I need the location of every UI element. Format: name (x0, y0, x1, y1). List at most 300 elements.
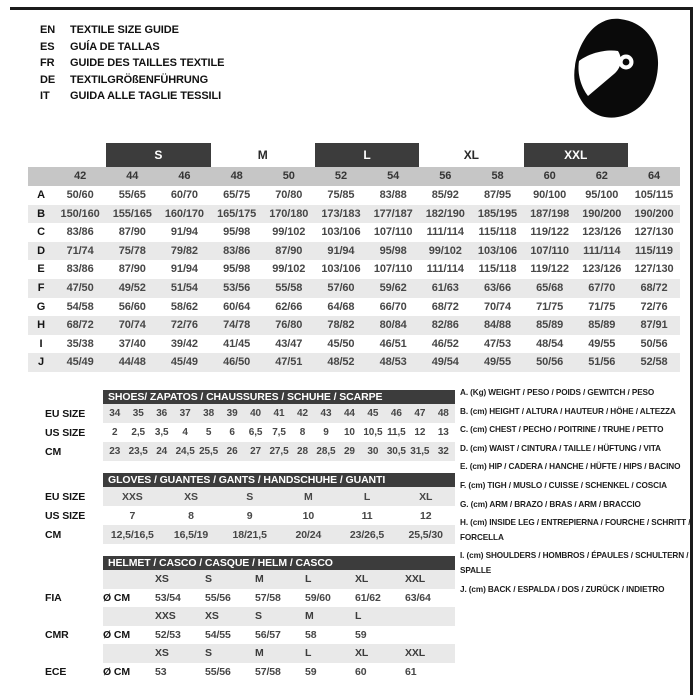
language-code: IT (40, 90, 50, 103)
measurement-row-letter: H (37, 319, 45, 332)
helmet-sizes-row (45, 607, 455, 626)
shoes-size-value: 38 (203, 408, 215, 419)
measurement-value: 83/88 (379, 189, 407, 201)
shoes-size-value: 28 (297, 446, 308, 457)
measurement-value: 107/110 (373, 226, 413, 239)
shoes-row-label: EU SIZE (45, 407, 86, 420)
shoes-size-table (45, 390, 455, 461)
measurement-value: 54/58 (66, 300, 94, 313)
legend-item: D. (cm) WAIST / CINTURA / TAILLE / HÜFTUNG / VITA (460, 443, 661, 453)
measurement-value: 107/110 (530, 244, 569, 257)
measurement-value: 47/51 (275, 356, 303, 369)
measurement-value: 105/115 (634, 189, 674, 201)
measurement-value: 71/74 (66, 244, 94, 257)
measurement-rows (28, 186, 680, 372)
measurement-value: 62/66 (275, 300, 303, 313)
legend-item: B. (cm) HEIGHT / ALTURA / HAUTEUR / HÖHE / ALTEZZA (460, 406, 676, 416)
helmet-size-label: M (255, 573, 264, 586)
measurement-value: 70/74 (118, 319, 146, 332)
measurement-value: 83/86 (223, 244, 251, 257)
measurement-row-letter: D (37, 244, 45, 257)
helmet-sizes-band (103, 570, 455, 589)
measurement-row-letter: I (39, 337, 43, 350)
measurement-value: 115/119 (635, 244, 673, 257)
measurement-value: 47/53 (483, 337, 511, 350)
measurement-value: 44/48 (118, 356, 146, 369)
measurement-value: 46/50 (223, 356, 251, 369)
measurement-value: 155/165 (112, 207, 152, 220)
helmet-size-label: XS (155, 647, 169, 660)
helmet-size-label: L (305, 573, 312, 586)
helmet-size-label: XL (355, 647, 369, 660)
language-label: GUÍA DE TALLAS (70, 40, 160, 53)
measurement-value: 37/40 (118, 337, 146, 350)
measurement-row (28, 242, 680, 261)
measurement-value: 65/68 (536, 281, 564, 294)
helmet-size-value: 58 (305, 628, 317, 641)
measurement-value: 103/106 (477, 244, 517, 257)
shoes-size-value: 8 (299, 427, 306, 438)
shoes-size-value: 9 (323, 427, 329, 438)
shoes-size-value: 24,5 (175, 446, 195, 457)
shoes-size-value: 10,5 (363, 427, 383, 438)
measurement-value: 61/63 (431, 281, 459, 294)
legend-item: F. (cm) TIGH / MUSLO / CUISSE / SCHENKEL / COSCIA (460, 480, 667, 490)
size-group-s: S (106, 143, 210, 167)
measurement-value: 58/62 (170, 300, 198, 313)
gloves-size-value: XL (419, 490, 433, 503)
measurement-row (28, 335, 680, 354)
language-code: ES (40, 40, 55, 53)
language-label: TEXTILE SIZE GUIDE (70, 24, 179, 37)
shoes-size-value: 36 (156, 408, 168, 419)
shoes-row (45, 423, 455, 442)
shoes-size-value: 24 (156, 446, 168, 457)
legend-item: C. (cm) CHEST / PECHO / POITRINE / TRUHE / PETTO (460, 425, 664, 435)
gloves-size-value: 9 (246, 509, 253, 522)
measurement-value: 39/42 (170, 337, 198, 350)
textile-size-table (28, 143, 680, 372)
helmet-size-label: XL (355, 573, 369, 586)
measurement-value: 72/76 (640, 300, 668, 313)
gloves-size-value: 20/24 (295, 528, 322, 541)
language-label: TEXTILGRÖßENFÜHRUNG (70, 73, 209, 86)
shoes-size-value: 45 (367, 408, 379, 419)
measurement-value: 87/90 (275, 244, 303, 257)
measurement-value: 59/62 (379, 281, 407, 294)
size-group-xl: XL (463, 148, 479, 162)
measurement-value: 49/55 (588, 337, 616, 350)
shoes-size-value: 29 (343, 446, 355, 457)
measurement-value: 45/49 (66, 356, 94, 369)
measurement-value: 87/95 (483, 189, 511, 201)
legend-item: G. (cm) ARM / BRAZO / BRAS / ARM / BRACCIO (460, 499, 641, 509)
measurement-value: 50/56 (536, 356, 564, 369)
measurement-row-letter: G (36, 300, 46, 313)
label-column-spacer (28, 167, 54, 186)
measurement-value: 72/76 (170, 319, 198, 332)
numeric-size: 56 (439, 170, 452, 182)
numeric-size: 60 (543, 170, 556, 182)
gloves-size-value: 10 (302, 509, 315, 522)
shoes-size-value: 3,5 (154, 427, 169, 438)
measurement-value: 103/106 (321, 263, 361, 276)
measurement-value: 55/58 (275, 281, 303, 294)
measurement-value: 99/102 (272, 226, 306, 239)
shoes-size-value: 35 (132, 408, 144, 419)
measurement-value: 51/56 (588, 356, 616, 369)
shoes-size-value: 27 (250, 446, 262, 457)
measurement-value: 79/82 (170, 244, 198, 257)
measurement-row-letter: F (37, 281, 45, 294)
gloves-row (45, 506, 455, 525)
language-title-row (40, 55, 224, 72)
helmet-sizes-row (45, 570, 455, 589)
measurement-value: 48/54 (536, 337, 564, 350)
measurement-value: 75/78 (118, 244, 146, 257)
measurement-value: 64/68 (327, 300, 355, 313)
legend-item: E. (cm) HIP / CADERA / HANCHE / HÜFTE / HIPS / BACINO (460, 462, 681, 472)
gloves-title-row (45, 473, 455, 487)
measurement-value: 84/88 (483, 319, 511, 332)
title-spacer (45, 556, 103, 570)
measurement-value: 67/70 (588, 281, 616, 294)
helmet-sizes-row (45, 644, 455, 663)
numeric-size-band (28, 167, 680, 186)
measurement-value: 51/54 (170, 281, 198, 294)
shoes-size-value: 26 (226, 446, 238, 457)
helmet-size-label: XXL (405, 573, 426, 586)
numeric-size: 48 (230, 170, 243, 182)
numeric-size: 44 (126, 170, 139, 182)
legend-item: A. (Kg) WEIGHT / PESO / POIDS / GEWITCH / PESO (460, 388, 655, 397)
shoes-size-value: 6 (229, 427, 235, 438)
measurement-value: 53/56 (223, 281, 251, 294)
measurement-value: 75/85 (327, 189, 355, 201)
measurement-value: 115/118 (478, 226, 517, 239)
helmet-size-value: 61/62 (355, 591, 381, 604)
helmet-size-label: S (205, 647, 212, 660)
measurement-value: 57/60 (327, 281, 355, 294)
measurement-value: 91/94 (327, 244, 355, 257)
measurement-value: 185/195 (477, 207, 517, 220)
measurement-value: 173/183 (321, 207, 361, 220)
measurement-value: 187/198 (530, 207, 570, 220)
measurement-value: 41/45 (223, 337, 251, 350)
numeric-size: 50 (282, 170, 295, 182)
helmet-title: HELMET / CASCO / CASQUE / HELM / CASCO (103, 556, 455, 570)
measurement-value: 45/49 (170, 356, 198, 369)
helmet-size-label: L (355, 610, 362, 623)
helmet-size-value: 59 (355, 628, 367, 641)
shoes-size-value: 2,5 (131, 427, 145, 438)
measurement-row (28, 260, 680, 279)
measurement-value: 35/38 (66, 337, 94, 350)
helmet-size-label: XXL (405, 647, 426, 660)
measurement-value: 90/100 (533, 189, 567, 201)
gloves-size-value: 12 (419, 509, 432, 522)
shoes-size-value: 28,5 (316, 446, 336, 457)
measurement-value: 119/122 (530, 263, 569, 276)
language-code: EN (40, 24, 56, 37)
shoes-size-value: 42 (297, 408, 308, 419)
helmet-size-value: 53/54 (155, 591, 181, 604)
measurement-value: 56/60 (118, 300, 146, 313)
helmet-size-value: 55/56 (205, 665, 231, 678)
measurement-value: 83/86 (66, 226, 94, 239)
measurement-value: 119/122 (530, 226, 569, 239)
measurement-value: 87/90 (118, 263, 146, 276)
measurement-value: 111/114 (426, 263, 464, 276)
measurement-value: 65/75 (223, 189, 251, 201)
shoes-title: SHOES/ ZAPATOS / CHAUSSURES / SCHUHE / SCARPE (103, 390, 455, 404)
helmet-size-label: L (305, 647, 312, 660)
numeric-size: 64 (647, 170, 660, 182)
helmet-size-value: 52/53 (155, 628, 181, 641)
measurement-value: 115/118 (478, 263, 517, 276)
gloves-size-value: XS (184, 490, 198, 503)
shoes-size-value: 43 (320, 408, 332, 419)
helmet-size-label: M (305, 610, 314, 623)
measurement-value: 45/50 (327, 337, 355, 350)
gloves-size-value: L (363, 490, 371, 503)
measurement-value: 71/75 (536, 300, 564, 313)
helmet-standard-group (45, 570, 455, 607)
gloves-size-value: 25,5/30 (408, 528, 443, 541)
measurement-value: 127/130 (634, 226, 674, 239)
helmet-size-value: 57/58 (255, 591, 281, 604)
measurement-value: 50/56 (640, 337, 668, 350)
measurement-value: 70/74 (483, 300, 511, 313)
gloves-row-label: EU SIZE (45, 490, 86, 503)
language-code: FR (40, 57, 55, 70)
language-label: GUIDA ALLE TAGLIE TESSILI (70, 90, 222, 103)
gloves-size-value: S (246, 490, 254, 503)
helmet-size-value: 57/58 (255, 665, 281, 678)
gloves-size-table (45, 473, 455, 544)
language-title-row (40, 39, 224, 56)
shoes-size-value: 44 (343, 408, 355, 419)
racing-helmet-icon (566, 16, 662, 128)
size-group-xxl: XXL (524, 143, 628, 167)
measurement-value: 87/91 (640, 319, 668, 332)
helmet-title-row (45, 556, 455, 570)
diameter-cm-label: Ø CM (103, 628, 131, 641)
measurement-value: 95/98 (379, 244, 407, 257)
shoes-size-value: 48 (437, 408, 449, 419)
helmet-values-row (45, 663, 455, 682)
measurement-value: 182/190 (425, 207, 465, 220)
shoes-size-value: 10 (343, 427, 355, 438)
shoes-size-value: 30,5 (386, 446, 406, 457)
gloves-size-value: 12,5/16,5 (110, 528, 154, 541)
diameter-cm-label: Ø CM (103, 665, 131, 678)
helmet-values-row (45, 626, 455, 645)
measurement-value: 111/114 (583, 244, 621, 257)
shoes-row-label: CM (45, 445, 62, 458)
measurement-row-letter: A (37, 189, 45, 201)
measurement-value: 190/200 (634, 207, 674, 220)
shoes-size-value: 7,5 (272, 427, 286, 438)
shoes-title-row (45, 390, 455, 404)
gloves-size-value: 7 (129, 509, 136, 522)
helmet-size-table (45, 556, 455, 681)
helmet-standard-label: FIA (45, 591, 62, 604)
shoes-size-value: 40 (250, 408, 262, 419)
measurement-value: 82/86 (431, 319, 459, 332)
measurement-row-letter: C (37, 226, 45, 239)
legend-item: J. (cm) BACK / ESPALDA / DOS / ZURÜCK / INDIETRO (460, 584, 665, 594)
gloves-row-label: CM (45, 528, 62, 541)
measurement-value: 95/100 (585, 189, 619, 201)
gloves-size-value: 8 (188, 509, 194, 522)
measurement-row (28, 205, 680, 224)
language-label: GUIDE DES TAILLES TEXTILE (70, 57, 225, 70)
language-title-list (40, 22, 224, 105)
measurement-value: 49/52 (118, 281, 146, 294)
measurement-value: 87/90 (118, 226, 146, 239)
numeric-size: 52 (334, 170, 347, 182)
numeric-size: 62 (595, 170, 608, 182)
measurement-value: 76/80 (275, 319, 303, 332)
shoes-size-value: 47 (414, 408, 426, 419)
measurement-value: 165/175 (217, 207, 257, 220)
helmet-size-value: 59 (305, 665, 317, 678)
measurement-row (28, 298, 680, 317)
helmet-size-label: XXS (155, 610, 176, 623)
helmet-size-value: 59/60 (305, 591, 331, 604)
measurement-value: 85/89 (536, 319, 564, 332)
letter-size-group-row (28, 143, 680, 167)
measurement-value: 107/110 (373, 263, 413, 276)
measurement-value: 91/94 (170, 226, 198, 239)
measurement-row (28, 353, 680, 372)
language-code: DE (40, 73, 56, 86)
measurement-value: 95/98 (223, 226, 251, 239)
shoes-size-value: 23 (109, 446, 121, 457)
measurement-value: 60/70 (170, 189, 198, 201)
measurement-value: 50/60 (66, 189, 94, 201)
measurement-value: 177/187 (373, 207, 413, 220)
measurement-value: 85/89 (588, 319, 616, 332)
helmet-standard-label: CMR (45, 628, 69, 641)
helmet-size-label: S (205, 573, 212, 586)
shoes-size-value: 32 (437, 446, 449, 457)
measurement-value: 60/64 (223, 300, 251, 313)
gloves-row (45, 525, 455, 544)
measurement-value: 78/82 (327, 319, 355, 332)
shoes-size-value: 25,5 (199, 446, 219, 457)
legend-item: I. (cm) SHOULDERS / HOMBROS / ÉPAULES / SCHULTERN / SPALLE (460, 551, 689, 575)
measurement-value: 66/70 (379, 300, 407, 313)
measurement-value: 123/126 (582, 263, 622, 276)
measurement-value: 46/52 (431, 337, 459, 350)
helmet-size-value: 61 (405, 665, 417, 678)
helmet-standard-label: ECE (45, 665, 67, 678)
language-title-row (40, 22, 224, 39)
title-spacer (45, 390, 103, 404)
measurement-value: 83/86 (66, 263, 94, 276)
measurement-value: 111/114 (426, 226, 464, 239)
measurement-row (28, 223, 680, 242)
shoes-size-value: 34 (109, 408, 121, 419)
helmet-size-label: XS (205, 610, 219, 623)
measurement-value: 99/102 (428, 244, 462, 257)
gloves-title: GLOVES / GUANTES / GANTS / HANDSCHUHE / GUANTI (103, 473, 455, 487)
measurement-value: 48/52 (327, 356, 355, 369)
measurement-value: 127/130 (634, 263, 674, 276)
measurement-value: 47/50 (66, 281, 94, 294)
helmet-values-row (45, 589, 455, 608)
shoes-size-value: 39 (226, 408, 238, 419)
helmet-sizes-band (103, 644, 455, 663)
measurement-row (28, 316, 680, 335)
numeric-size: 54 (387, 170, 400, 182)
size-group-l: L (315, 143, 419, 167)
measurement-value: 99/102 (272, 263, 306, 276)
shoes-size-value: 4 (182, 427, 188, 438)
gloves-size-value: 16,5/19 (173, 528, 209, 541)
shoes-size-value: 41 (273, 408, 285, 419)
shoes-size-value: 46 (390, 408, 402, 419)
helmet-standard-group (45, 644, 455, 681)
gloves-size-value: 11 (361, 509, 373, 522)
shoes-size-value: 11,5 (387, 427, 406, 438)
helmet-size-label: XS (155, 573, 169, 586)
measurement-value: 52/58 (640, 356, 668, 369)
measurement-value: 49/55 (483, 356, 511, 369)
measurement-value: 95/98 (223, 263, 251, 276)
title-spacer (45, 473, 103, 487)
measurement-value: 91/94 (170, 263, 198, 276)
shoes-size-value: 6,5 (248, 427, 263, 438)
measurement-value: 74/78 (223, 319, 251, 332)
helmet-size-value: 54/55 (205, 628, 231, 641)
legend-item: H. (cm) INSIDE LEG / ENTREPIERNA / FOURCHE / SCHRITT / FORCELLA (460, 518, 691, 542)
measurement-value: 190/200 (582, 207, 622, 220)
helmet-size-value: 53 (155, 665, 167, 678)
measurement-value: 70/80 (275, 189, 303, 201)
measurement-value: 170/180 (269, 207, 309, 220)
shoes-size-value: 37 (179, 408, 191, 419)
measurement-row-letter: J (37, 356, 45, 369)
measurement-value: 46/51 (379, 337, 407, 350)
measurement-value: 150/160 (60, 207, 100, 220)
measurement-value: 80/84 (379, 319, 407, 332)
shoes-row (45, 442, 455, 461)
shoes-size-value: 5 (205, 427, 212, 438)
shoes-size-value: 13 (437, 427, 449, 438)
helmet-size-value: 56/57 (255, 628, 281, 641)
measurement-row-letter: B (37, 207, 45, 220)
gloves-size-value: M (304, 490, 313, 503)
size-group-m: M (257, 148, 268, 162)
measurement-value: 68/72 (431, 300, 459, 313)
measurement-value: 160/170 (164, 207, 204, 220)
shoes-size-value: 2 (112, 427, 118, 438)
shoes-size-value: 27,5 (269, 446, 289, 457)
helmet-size-label: S (255, 610, 262, 623)
helmet-sizes-band (103, 607, 455, 626)
measurement-value: 123/126 (582, 226, 622, 239)
measurement-value: 55/65 (118, 189, 146, 201)
diameter-cm-label: Ø CM (103, 591, 131, 604)
numeric-size: 46 (178, 170, 191, 182)
gloves-row (45, 487, 455, 506)
measurement-value: 68/72 (640, 281, 668, 294)
measurement-row-letter: E (37, 263, 45, 276)
measurement-row (28, 279, 680, 298)
